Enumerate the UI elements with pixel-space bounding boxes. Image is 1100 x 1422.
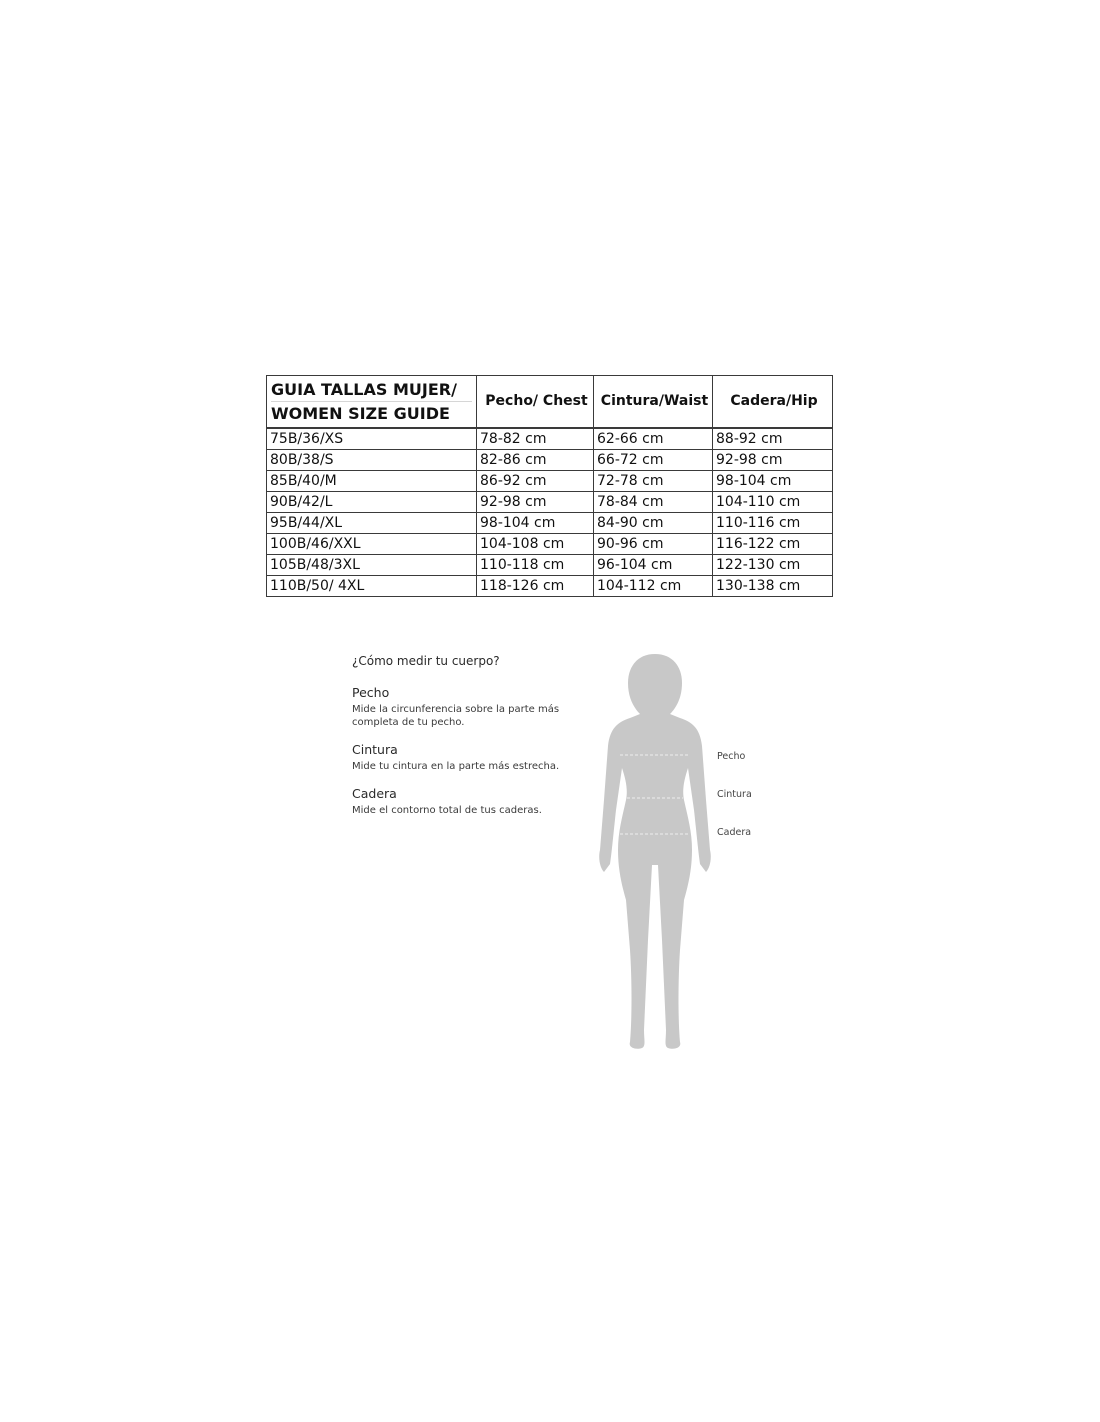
guide-heading-waist: Cintura [352, 742, 398, 757]
figure-label-chest: Pecho [717, 751, 746, 762]
waist-cell: 84-90 cm [594, 512, 713, 533]
chest-cell: 118-126 cm [477, 575, 594, 596]
size-cell: 95B/44/XL [267, 512, 477, 533]
guide-section-chest [352, 685, 592, 729]
table-header-row [267, 376, 833, 428]
table-row [267, 512, 833, 533]
hip-cell: 98-104 cm [713, 470, 833, 491]
hip-cell: 122-130 cm [713, 554, 833, 575]
hip-cell: 116-122 cm [713, 533, 833, 554]
waist-cell: 78-84 cm [594, 491, 713, 512]
chest-cell: 82-86 cm [477, 449, 594, 470]
size-cell: 110B/50/ 4XL [267, 575, 477, 596]
waist-cell: 96-104 cm [594, 554, 713, 575]
header-chest: Pecho/ Chest [477, 376, 594, 428]
chest-cell: 92-98 cm [477, 491, 594, 512]
table-row [267, 575, 833, 596]
hip-cell: 130-138 cm [713, 575, 833, 596]
guide-question: ¿Cómo medir tu cuerpo? [352, 654, 500, 668]
waist-cell: 104-112 cm [594, 575, 713, 596]
guide-heading-hip: Cadera [352, 786, 397, 801]
header-hip: Cadera/Hip [713, 376, 833, 428]
woman-silhouette-icon [599, 654, 711, 1049]
hip-cell: 92-98 cm [713, 449, 833, 470]
measuring-guide [352, 654, 592, 830]
size-cell: 105B/48/3XL [267, 554, 477, 575]
table-row [267, 470, 833, 491]
waist-cell: 90-96 cm [594, 533, 713, 554]
figure-label-hip: Cadera [717, 827, 752, 838]
waist-cell: 66-72 cm [594, 449, 713, 470]
figure-label-waist: Cintura [717, 789, 752, 800]
table-title [267, 376, 477, 428]
chest-cell: 86-92 cm [477, 470, 594, 491]
size-cell: 85B/40/M [267, 470, 477, 491]
table-row [267, 533, 833, 554]
guide-text-chest-line-1: Mide la circunferencia sobre la parte más [352, 704, 560, 715]
table-title-line-1: GUIA TALLAS MUJER/ [271, 378, 472, 402]
table-row [267, 449, 833, 470]
guide-section-hip [352, 786, 592, 817]
chest-cell: 110-118 cm [477, 554, 594, 575]
chest-cell: 98-104 cm [477, 512, 594, 533]
size-cell: 90B/42/L [267, 491, 477, 512]
body-silhouette-illustration [590, 650, 720, 1052]
table-title-line-2: WOMEN SIZE GUIDE [271, 404, 450, 423]
table-row [267, 554, 833, 575]
guide-heading-chest: Pecho [352, 685, 390, 700]
waist-cell: 72-78 cm [594, 470, 713, 491]
guide-text-chest [352, 703, 592, 729]
table-row [267, 428, 833, 450]
size-cell: 100B/46/XXL [267, 533, 477, 554]
chest-cell: 104-108 cm [477, 533, 594, 554]
table-row [267, 491, 833, 512]
hip-cell: 104-110 cm [713, 491, 833, 512]
hip-cell: 110-116 cm [713, 512, 833, 533]
size-cell: 75B/36/XS [267, 428, 477, 450]
waist-cell: 62-66 cm [594, 428, 713, 450]
hip-cell: 88-92 cm [713, 428, 833, 450]
size-guide-table [266, 375, 833, 597]
size-cell: 80B/38/S [267, 449, 477, 470]
guide-text-hip: Mide el contorno total de tus caderas. [352, 805, 542, 816]
guide-text-waist: Mide tu cintura en la parte más estrecha. [352, 761, 560, 772]
guide-text-chest-line-2: completa de tu pecho. [352, 717, 465, 728]
guide-section-waist [352, 742, 592, 773]
header-waist: Cintura/Waist [594, 376, 713, 428]
chest-cell: 78-82 cm [477, 428, 594, 450]
